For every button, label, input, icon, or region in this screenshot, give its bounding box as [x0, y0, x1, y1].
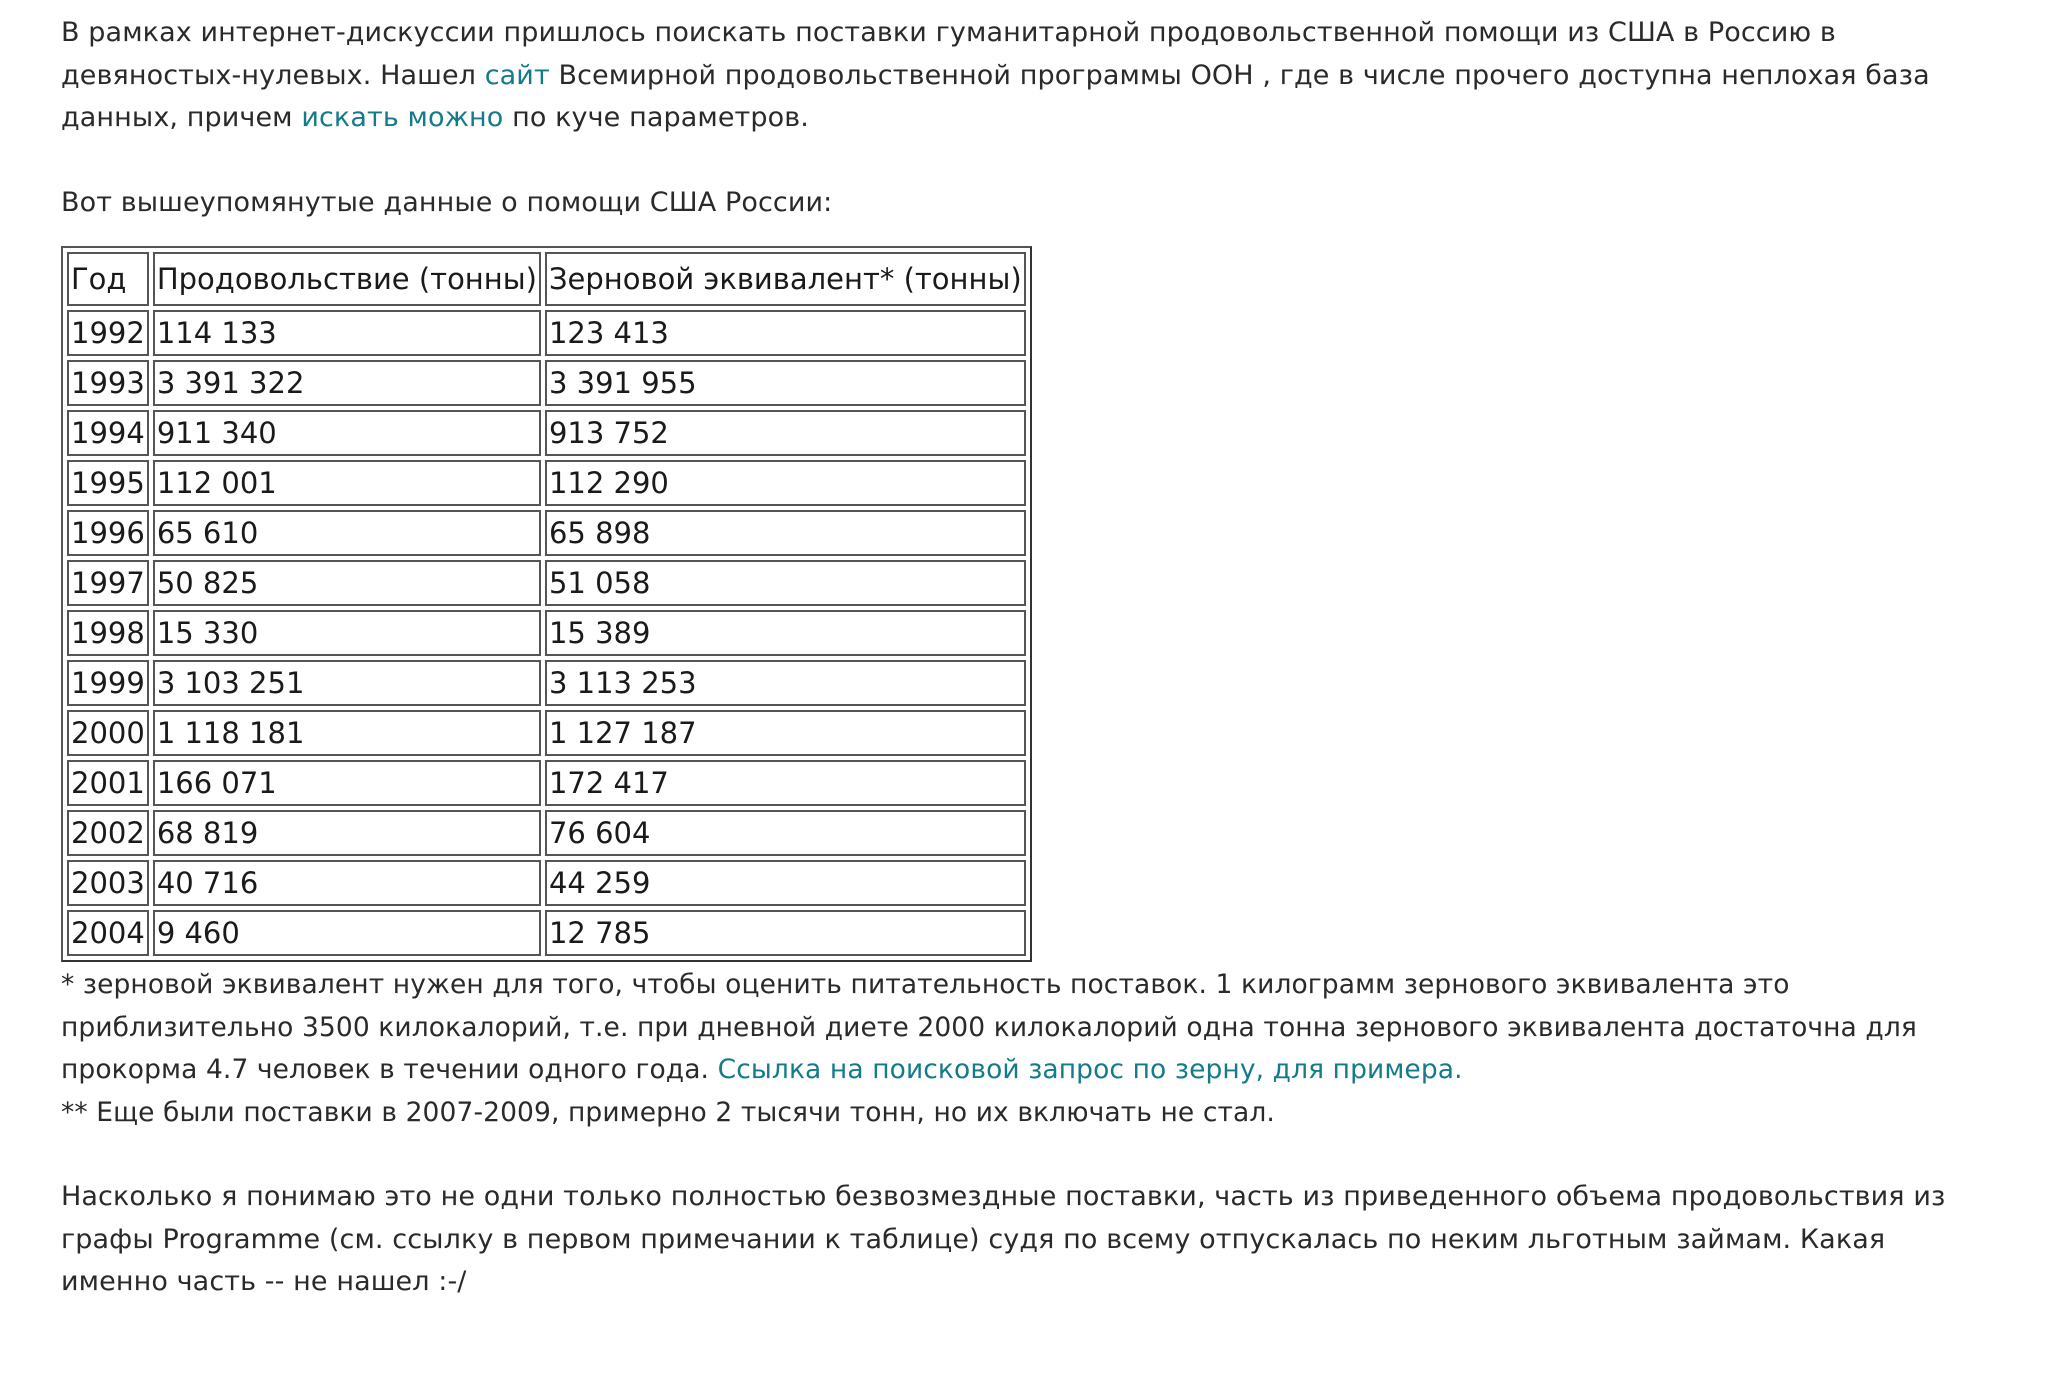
header-grain: Зерновой эквивалент* (тонны) — [545, 252, 1026, 306]
food-cell: 112 001 — [153, 460, 541, 506]
intro-text-3: по куче параметров. — [503, 102, 809, 133]
table-row — [67, 310, 1026, 356]
header-food: Продовольствие (тонны) — [153, 252, 541, 306]
table-row — [67, 810, 1026, 856]
grain-cell: 76 604 — [545, 810, 1026, 856]
footnotes — [61, 964, 1987, 1134]
table-row — [67, 660, 1026, 706]
table-row — [67, 860, 1026, 906]
grain-cell: 65 898 — [545, 510, 1026, 556]
food-cell: 166 071 — [153, 760, 541, 806]
search-link[interactable]: искать можно — [301, 102, 504, 133]
year-cell: 1993 — [67, 360, 149, 406]
food-cell: 68 819 — [153, 810, 541, 856]
year-cell: 2001 — [67, 760, 149, 806]
food-cell: 9 460 — [153, 910, 541, 956]
year-cell: 1999 — [67, 660, 149, 706]
intro-text-1: В рамках интернет-дискуссии пришлось поискать поставки гуманитарной продовольственной помощи из США в Россию в девяностых-нулевых. Нашел — [61, 17, 1836, 91]
spacer — [61, 140, 1987, 182]
table-row — [67, 710, 1026, 756]
grain-query-link[interactable]: Ссылка на поисковой запрос по зерну, для примера. — [717, 1054, 1463, 1085]
grain-cell: 1 127 187 — [545, 710, 1026, 756]
food-cell: 40 716 — [153, 860, 541, 906]
table-container — [61, 246, 1987, 962]
year-cell: 1997 — [67, 560, 149, 606]
header-year: Год — [67, 252, 149, 306]
spacer — [61, 1134, 1987, 1176]
table-row — [67, 460, 1026, 506]
table-row — [67, 910, 1026, 956]
grain-cell: 44 259 — [545, 860, 1026, 906]
food-cell: 911 340 — [153, 410, 541, 456]
year-cell: 2002 — [67, 810, 149, 856]
site-link[interactable]: сайт — [484, 59, 550, 91]
aid-table — [61, 246, 1032, 962]
year-cell: 1996 — [67, 510, 149, 556]
footnote-grain — [61, 964, 1987, 1092]
grain-cell: 112 290 — [545, 460, 1026, 506]
food-cell: 50 825 — [153, 560, 541, 606]
grain-cell: 123 413 — [545, 310, 1026, 356]
grain-cell: 913 752 — [545, 410, 1026, 456]
grain-cell: 15 389 — [545, 610, 1026, 656]
intro-paragraph — [61, 12, 1987, 140]
table-header-row — [67, 252, 1026, 306]
grain-cell: 172 417 — [545, 760, 1026, 806]
year-cell: 1998 — [67, 610, 149, 656]
grain-cell: 3 391 955 — [545, 360, 1026, 406]
year-cell: 2000 — [67, 710, 149, 756]
food-cell: 114 133 — [153, 310, 541, 356]
footnote-later-deliveries: ** Еще были поставки в 2007-2009, примерно 2 тысячи тонн, но их включать не стал. — [61, 1096, 1275, 1128]
grain-cell: 12 785 — [545, 910, 1026, 956]
food-cell: 3 103 251 — [153, 660, 541, 706]
table-row — [67, 360, 1026, 406]
intro-text-2: Всемирной продовольственной программы ООН , где в числе прочего доступна неплохая база данных, причем — [61, 59, 1930, 133]
food-cell: 65 610 — [153, 510, 541, 556]
food-cell: 3 391 322 — [153, 360, 541, 406]
year-cell: 1992 — [67, 310, 149, 356]
table-row — [67, 410, 1026, 456]
table-row — [67, 510, 1026, 556]
food-cell: 1 118 181 — [153, 710, 541, 756]
year-cell: 2004 — [67, 910, 149, 956]
food-cell: 15 330 — [153, 610, 541, 656]
table-row — [67, 560, 1026, 606]
grain-cell: 51 058 — [545, 560, 1026, 606]
lead-paragraph: Вот вышеупомянутые данные о помощи США России: — [61, 186, 833, 218]
year-cell: 2003 — [67, 860, 149, 906]
year-cell: 1995 — [67, 460, 149, 506]
year-cell: 1994 — [67, 410, 149, 456]
table-row — [67, 610, 1026, 656]
footnote-grain-text: * зерновой эквивалент нужен для того, чтобы оценить питательность поставок. 1 килограмм зернового эквивалента это приблизительно 3500 килокалорий, т.е. при дневной диете 2000 килокалорий одна тонна зернового эквивалента достаточна для прокорма 4.7 человек в течении одного года. — [61, 969, 1917, 1085]
conclusion-paragraph: Насколько я понимаю это не одни только полностью безвозмездные поставки, часть из приведенного объема продовольствия из графы Programme (см. ссылку в первом примечании к таблице) судя по всему отпускалась по неким льготным займам. Какая именно часть -- не нашел :-/ — [61, 1181, 1946, 1297]
table-row — [67, 760, 1026, 806]
grain-cell: 3 113 253 — [545, 660, 1026, 706]
